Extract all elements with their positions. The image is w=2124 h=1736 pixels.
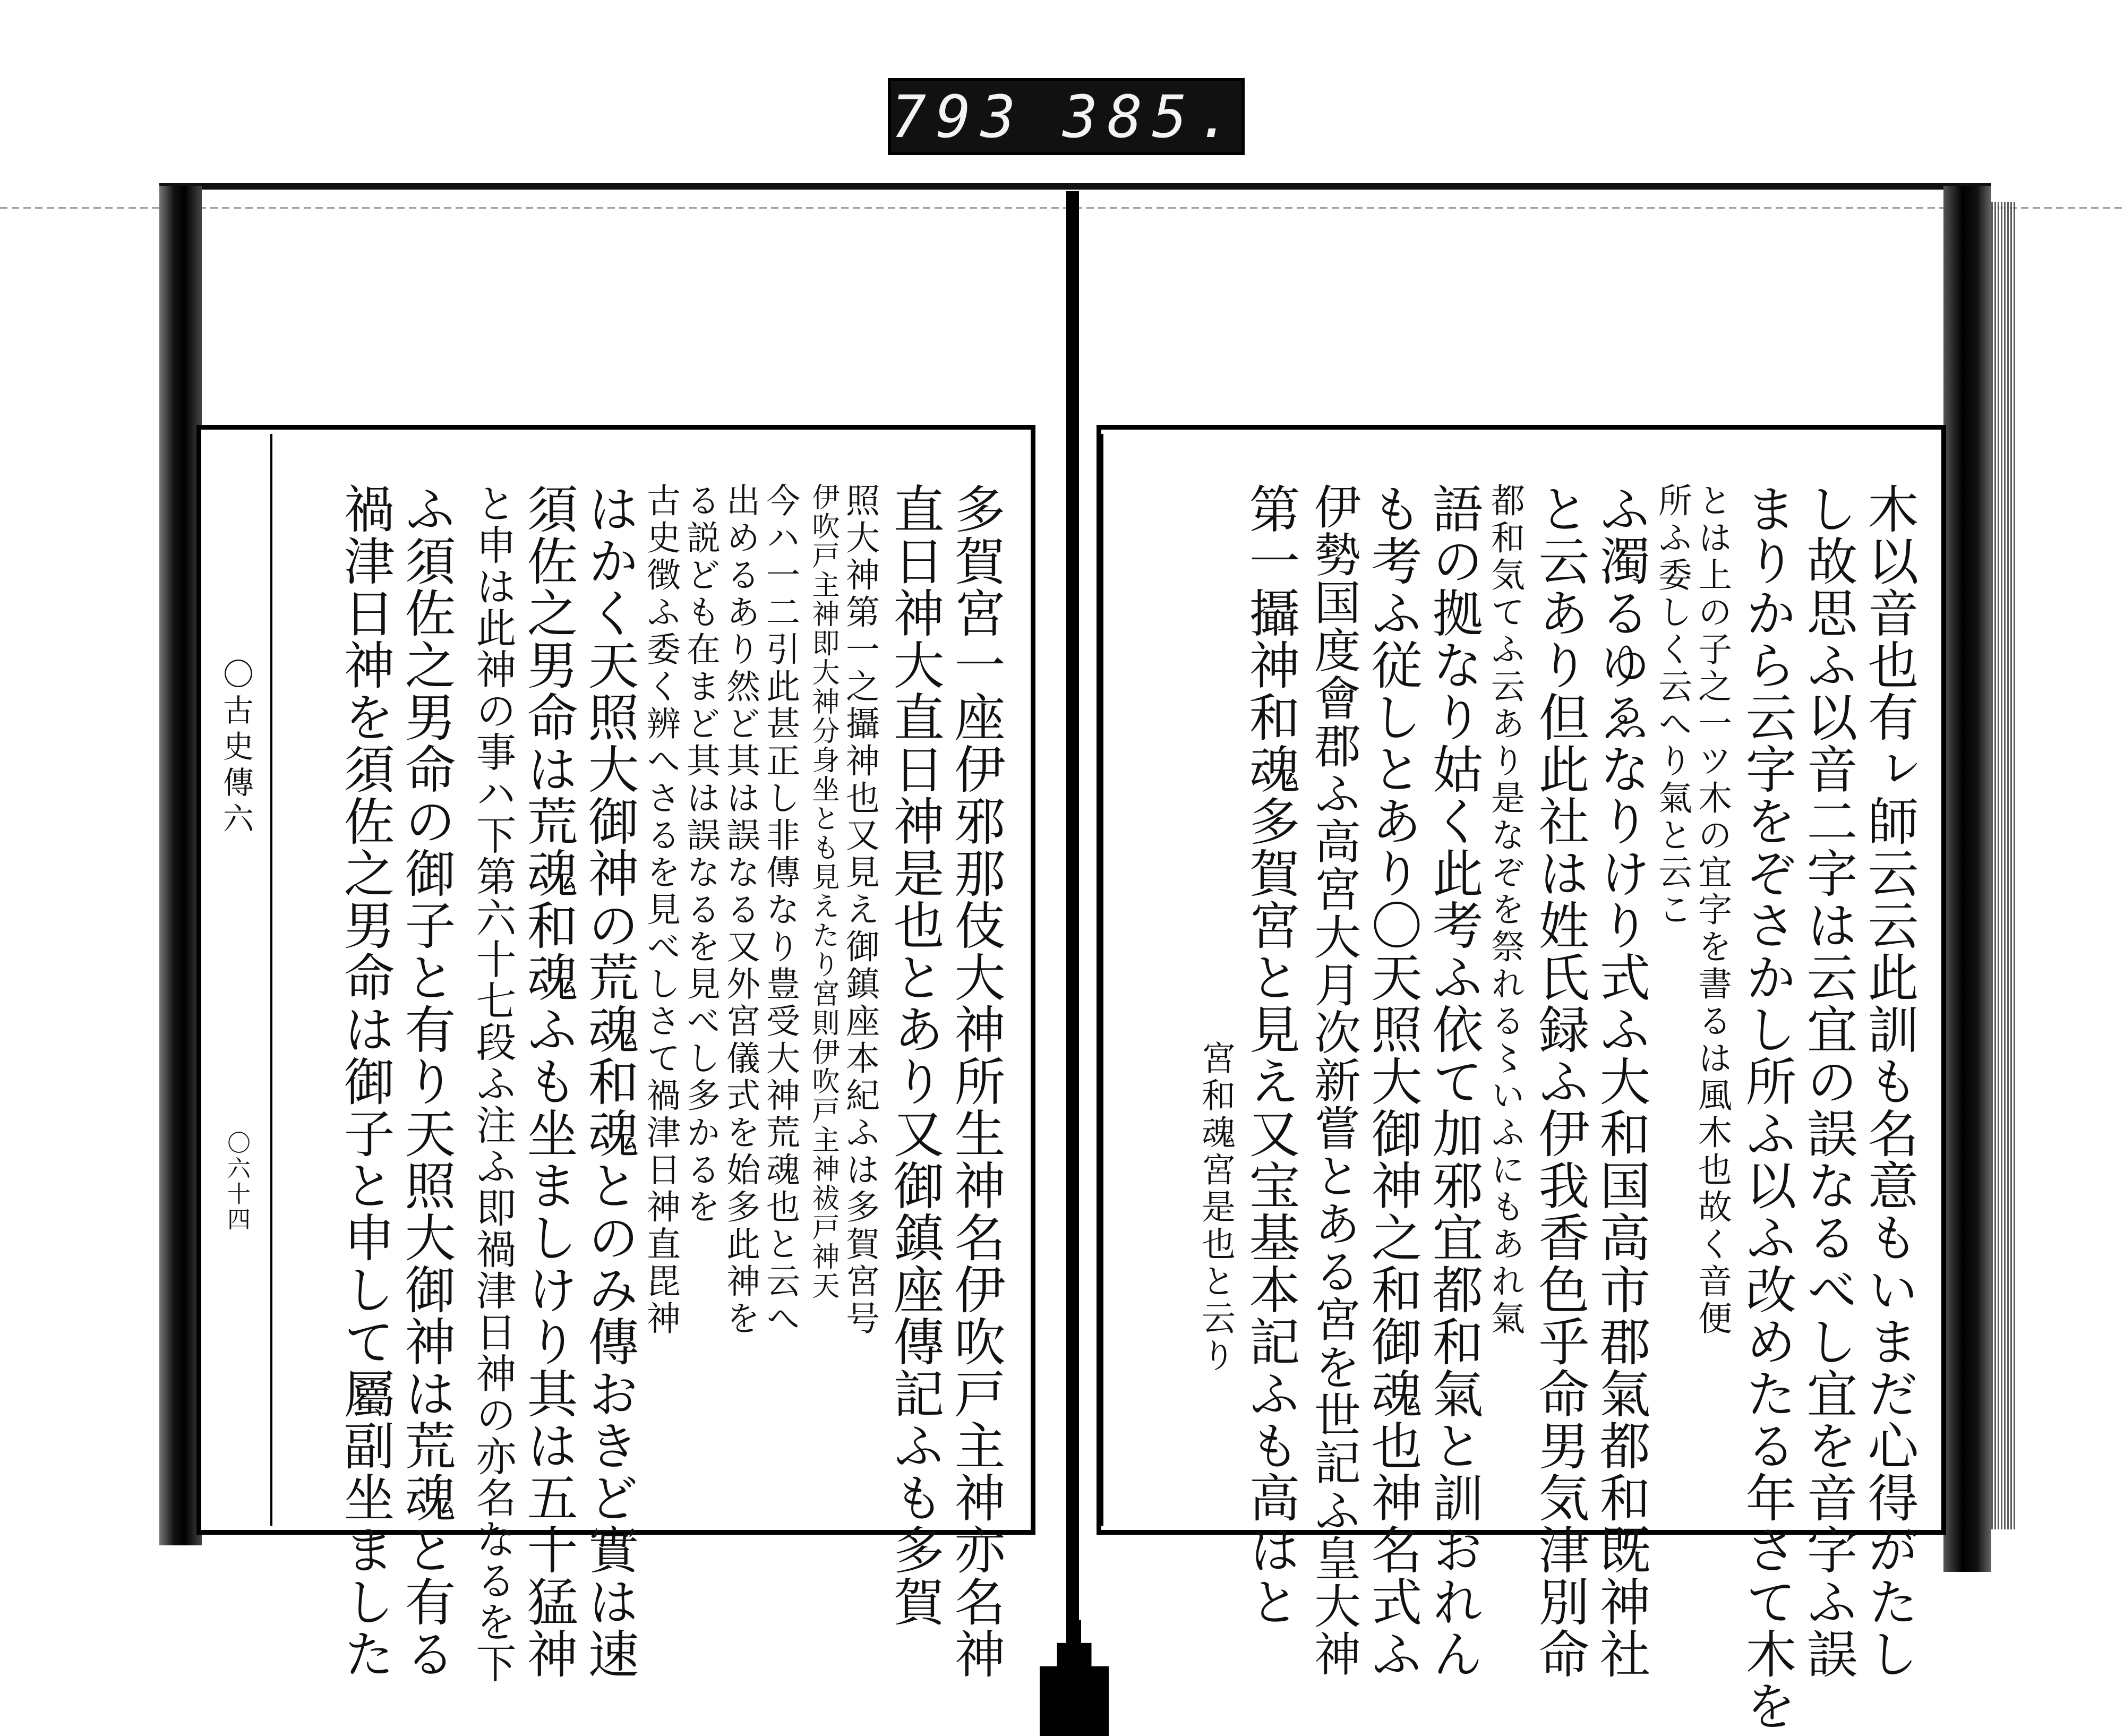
margin-book-title: 〇古史傳六 — [218, 658, 254, 839]
left-col-7: る説ども在まど其は誤なるを見べし多かるを — [681, 483, 720, 1226]
right-col-2: し故思ふ以音二字は云宜の誤なるべし宜を音字ふ誤 — [1798, 483, 1858, 1680]
scan-edge-line — [0, 207, 2124, 209]
right-col-5: 所ふ委しく云へり氣と云こ — [1652, 483, 1692, 929]
right-col-13: 宮和魂宮是也と云り — [1196, 1040, 1235, 1375]
right-col-10: も考ふ従しとあり〇天照大御神之和御魂也神名式ふ — [1363, 483, 1423, 1680]
left-col-6: 出めるあり然ど其は誤なる又外宮儀式を始多此神を — [721, 483, 760, 1338]
left-col-13: 禍津日神を須佐之男命は御子と申して屬副坐ました — [336, 483, 395, 1680]
gutter-binding — [1040, 1620, 1109, 1736]
right-col-12: 第一攝神和魂多賀宮と見え又宝基本記ふも高はと — [1241, 483, 1300, 1628]
left-page — [196, 425, 1035, 1684]
call-number-right: 385. — [1063, 82, 1241, 151]
left-col-5: 今ハ一二引此甚正し非傳なり豊受大神荒魂也と云へ — [760, 483, 800, 1338]
book-gutter — [1066, 191, 1079, 1662]
left-col-1: 多賀宮一座伊邪那伎大神所生神名伊吹戸主神亦名神 — [946, 483, 1006, 1680]
right-cover-edge — [1943, 186, 1991, 1572]
left-col-12: ふ須佐之男命の御子と有り天照大御神は荒魂と有る — [397, 483, 456, 1680]
left-col-11: と申は此神の事ハ下第六十七段ふ注ふ即禍津日神の亦名なるを下 — [469, 483, 517, 1684]
right-col-1: 木以音也有ㇾ師云云此訓も名意もいまだ心得がたし — [1860, 483, 1919, 1680]
call-number-left: 793 — [891, 82, 1025, 151]
left-col-9: はかく天照大御神の荒魂和魂とのみ傳おきど實は速 — [580, 483, 639, 1680]
right-col-6: ふ濁るゆゑなりけり式ふ大和国高市郡氣都和既神社 — [1591, 483, 1651, 1680]
right-col-11: 伊勢国度會郡ふ高宮大月次新嘗とある宮を世記ふ皇大神 — [1307, 483, 1361, 1678]
right-col-3: まりから云字をぞさかし所ふ以ふ改めたる年さて木を — [1737, 483, 1797, 1732]
right-col-4: とは上の子之一ツ木の宜字を書るは風木也故く音便 — [1692, 483, 1732, 1338]
book-top-edge — [159, 183, 1991, 190]
left-col-10: 須佐之男命は荒魂和魂ふも坐ましけり其は五十猛神 — [519, 483, 578, 1680]
left-col-3: 照大神第一之攝神也又見え御鎮座本紀ふは多賀宮号 — [840, 483, 879, 1338]
left-col-4: 伊吹戸主神即大神分身坐とも見えたり宮則伊吹戸主神祓戸神天 — [807, 483, 839, 1301]
call-number-label — [888, 78, 1245, 155]
margin-page-number: 〇六十四 — [223, 1131, 250, 1233]
left-col-8: 古史徴ふ委く辨へさるを見べしさて禍津日神直毘神 — [641, 483, 680, 1338]
left-col-2: 直日神大直日神是也とあり又御鎮座傳記ふも多賀 — [885, 483, 945, 1628]
right-col-9: 語の拠なり姑く此考ふ依て加邪宜都和氣と訓おれん — [1424, 483, 1484, 1680]
right-col-7: と云あり但此社は姓氏録ふ伊我香色乎命男気津別命 — [1530, 483, 1590, 1680]
right-page-stack — [1991, 202, 2015, 1529]
right-col-8: 都和気てふ云あり是なぞを祭れる〻いふにもあれ氣 — [1485, 483, 1525, 1338]
right-page — [1097, 425, 1946, 1732]
left-cover-edge — [159, 186, 202, 1545]
